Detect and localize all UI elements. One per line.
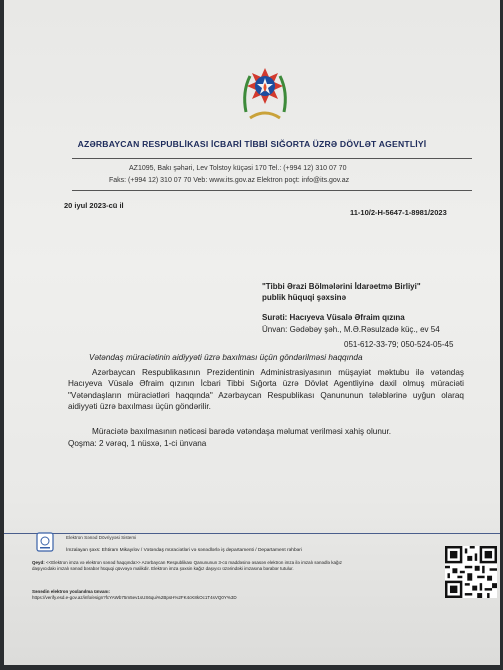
header-divider-top [72, 158, 472, 159]
letter-reference: 11-10/2-H-5647-1-8981/2023 [350, 208, 447, 217]
attachment-note: Qoşma: 2 vərəq, 1 nüsxə, 1-ci ünvana [68, 439, 207, 448]
recipient-phones: 051-612-33-79; 050-524-05-45 [344, 340, 454, 349]
esign-seal-icon [36, 532, 54, 552]
copy-recipient: Surəti: Hacıyeva Vüsalə Əfraim qızına [262, 313, 405, 322]
recipient-org: "Tibbi Ərazi Bölmələrini İdarəetmə Birliyi" [262, 282, 421, 291]
verify-block [32, 589, 237, 601]
letter-date: 20 iyul 2023-cü il [64, 201, 124, 210]
legal-note [32, 560, 362, 572]
letter-page [4, 0, 500, 665]
letter-subject: Vətəndaş müraciətinin aidiyyəti üzrə baxılması üçün göndərilməsi haqqında [89, 353, 363, 362]
agency-name: AZƏRBAYCAN RESPUBLİKASI İCBARİ TİBBİ SIĞORTA ÜZRƏ DÖVLƏT AGENTLİYİ [77, 139, 427, 149]
note-label: Qeyd: [32, 560, 45, 565]
header-divider-bottom [72, 190, 472, 191]
footer-divider [4, 533, 500, 534]
verify-label: Sənədin elektron yoxlanılma ünvanı: [32, 589, 111, 594]
letter-body [68, 367, 464, 413]
body-paragraph: Azərbaycan Respublikasının Prezidentinin Administrasiyasının müşayiət məktubu ilə vətəndaş Hacıyeva Vüsalə Əfraim qızının İcbari Tibbi Sığorta üzrə Dövlət Agentliyinə daxil olmuş müraciəti "Vətəndaşların müraciətləri haqqında" Azərbaycan Respublikası Qanununun tələblərinə uyğun olaraq aidiyyəti üzrə baxılması üçün göndərilir. [68, 368, 464, 412]
letter-request: Müraciətə baxılmasının nəticəsi barədə vətəndaşa məlumat verilməsi xahiş olunur. [92, 427, 391, 436]
verify-url[interactable]: https://verify.esd.e-gov.az/info/esign?fcYAWb75m5ev1sUS6qui%2BpsH%2FK4cK8kOc1T4sVQ0Y%3D [32, 595, 237, 600]
agency-address: AZ1095, Bakı şəhəri, Lev Tolstoy küçəsi 170 Tel.: (+994 12) 310 07 70 [129, 165, 347, 172]
note-text: <<Elektron imza və elektron sənəd haqqında>> Azərbaycan Respublikası Qanununun 3-cü maddəsinə əsasən elektron imza ilə imzalı sənədlə kağız daşıyıcıdakı imzalı sənəd bərabər hüquqi qüvvəyə malikdir. Elektron imza şəxsin kağız daşıyıcı üzərindəki imzasına bərabər tutulur. [32, 560, 342, 571]
qr-code-icon[interactable] [445, 546, 497, 598]
signer-info: İmzalayan şəxs: Ehtiram Mikayılov / Vətəndaş müraciətləri və sənədlərlə iş departamenti / Departament rəhbəri [66, 548, 302, 553]
esd-system-label: Elektron Sənəd Dövriyyəsi Sistemi [66, 535, 137, 540]
recipient-address: Ünvan: Gədəbəy şəh., M.Ə.Rəsulzadə küç., ev 54 [262, 325, 440, 334]
state-emblem-icon [240, 62, 290, 124]
agency-contacts: Faks: (+994 12) 310 07 70 Veb: www.its.gov.az Elektron poçt: info@its.gov.az [109, 177, 350, 184]
recipient-org-type: publik hüquqi şəxsinə [262, 293, 347, 302]
